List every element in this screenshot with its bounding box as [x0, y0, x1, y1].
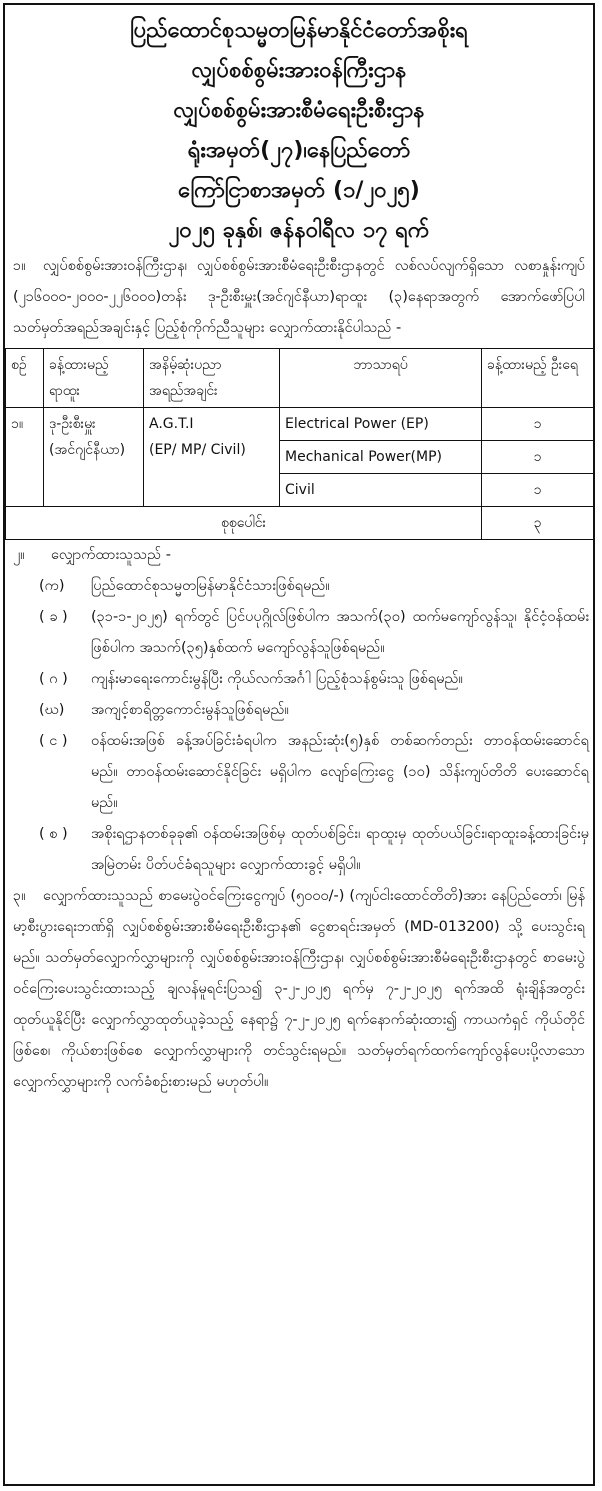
cell-count-mp: ၁: [482, 441, 594, 474]
list-item: [5, 602, 593, 664]
intro-paragraph: [5, 251, 593, 344]
header-subject: ဘာသာရပ်: [280, 349, 482, 408]
cell-subject-civil: Civil: [280, 474, 482, 507]
section2-number: ၂။: [13, 547, 25, 563]
intro-text: လျှပ်စစ်စွမ်းအားဝန်ကြီးဌာန၊ လျှပ်စစ်စွမ်းအားစီမံရေးဦးစီးဌာနတွင် လစ်လပ်လျက်ရှိသော လစာနှုန်းကျပ် (၂၁၆၀၀၀-၂၀၀၀-၂၂၆၀၀၀)တန်း ဒု-ဦးစီးမှူး(အင်ဂျင်နီယာ)ရာထူး (၃)နေရာအတွက် အောက်ဖော်ပြပါ သတ်မှတ်အရည်အချင်းနှင့် ပြည့်စုံကိုက်ညီသူများ လျှောက်ထားနိုင်ပါသည် -: [13, 258, 585, 336]
item-text: (၃၁-၁-၂၀၂၅) ရက်တွင် ပြင်ပပုဂ္ဂိုလ်ဖြစ်ပါက အသက်(၃၀) ထက်မကျော်လွန်သူ၊ နိုင်ငံ့ဝန်ထမ်းဖြစ်ပါက အသက်(၃၅)နှစ်ထက် မကျော်လွန်သူဖြစ်ရမည်။: [91, 609, 589, 656]
cell-post: [44, 408, 144, 507]
cell-count-ep: ၁: [482, 408, 594, 441]
table-header-row: [6, 349, 594, 408]
list-item: [5, 695, 593, 726]
cell-total-value: ၃: [482, 507, 594, 540]
header-qualification: အနိမ့်ဆုံးပညာ အရည်အချင်း: [144, 349, 280, 408]
section2-heading-line: [13, 540, 585, 571]
section3-number: ၃။: [13, 888, 26, 904]
header-line-date: ၂၀၂၅ ခုနှစ်၊ ဇန်နဝါရီလ ၁၇ ရက်: [168, 218, 430, 243]
cell-qualification-line2: (EP/ MP/ Civil): [149, 442, 246, 458]
item-text: ကျန်းမာရေးကောင်းမွန်ပြီး ကိုယ်လက်အင်္ဂါ ပြည့်စုံသန်စွမ်းသူ ဖြစ်ရမည်။: [91, 671, 463, 687]
item-text: ပြည်ထောင်စုသမ္မတမြန်မာနိုင်ငံသားဖြစ်ရမည်။: [91, 578, 330, 594]
header-line-notice-number: ကြော်ငြာစာအမှတ် (၁/၂၀၂၅): [178, 178, 420, 203]
list-item: [5, 819, 593, 881]
announcement-frame: [3, 3, 595, 1486]
list-item: [5, 571, 593, 602]
intro-number: ၁။: [13, 258, 26, 274]
cell-post-line2: (အင်ဂျင်နီယာ): [49, 442, 126, 458]
cell-serial: ၁။: [6, 408, 44, 507]
table-row: [6, 408, 594, 441]
item-mark: ( ခ ): [39, 609, 68, 625]
cell-qualification-line1: A.G.T.I: [149, 416, 194, 432]
cell-subject-ep: Electrical Power (EP): [280, 408, 482, 441]
header-count: ခန့်ထားမည့် ဦးရေ: [482, 349, 594, 408]
announcement-header: [5, 5, 593, 251]
item-mark: ( စ ): [39, 826, 68, 842]
header-line-government: ပြည်ထောင်စုသမ္မတမြန်မာနိုင်ငံတော်အစိုးရ: [130, 18, 468, 43]
item-mark: (ဃ): [39, 702, 65, 718]
cell-subject-mp: Mechanical Power(MP): [280, 441, 482, 474]
item-text: ဝန်ထမ်းအဖြစ် ခန့်အပ်ခြင်းခံရပါက အနည်းဆုံး(၅)နှစ် တစ်ဆက်တည်း တာဝန်ထမ်းဆောင်ရမည်။ တာဝန်ထမ်းဆောင်နိုင်ခြင်း မရှိပါက လျော်ကြေးငွေ (၁၀) သိန်းကျပ်တိတိ ပေးဆောင်ရမည်။: [91, 733, 589, 811]
section2-heading: လျှောက်ထားသူသည် -: [51, 547, 172, 563]
item-mark: (က): [39, 578, 65, 594]
section3-text: လျှောက်ထားသူသည် စာမေးပွဲဝင်ကြေးငွေကျပ် (၅၀၀၀/-) (ကျပ်ငါးထောင်တိတိ)အား နေပြည်တော်၊ မြန်မာ့စီးပွားရေးဘဏ်ရှိ လျှပ်စစ်စွမ်းအားစီမံရေးဦးစီးဌာန၏ ငွေစာရင်းအမှတ် (MD-013200) သို့ ပေးသွင်းရမည်။ သတ်မှတ်လျှောက်လွှာများကို လျှပ်စစ်စွမ်းအားဝန်ကြီးဌာန၊ လျှပ်စစ်စွမ်းအားစီမံရေးဦးစီးဌာနတွင် စာမေးပွဲဝင်ကြေးပေးသွင်းထားသည့် ချလန်မူရင်းပြသ၍ ၃-၂-၂၀၂၅ ရက်မှ ၇-၂-၂၀၂၅ ရက်အထိ ရုံးချိန်အတွင်း ထုတ်ယူနိုင်ပြီး လျှောက်လွှာထုတ်ယူခဲ့သည့် နေရာ၌ ၇-၂-၂၀၂၅ ရက်နောက်ဆုံးထား၍ ကာယကံရှင် ကိုယ်တိုင်ဖြစ်စေ၊ ကိုယ်စားဖြစ်စေ လျှောက်လွှာများကို တင်သွင်းရမည်။ သတ်မှတ်ရက်ထက်ကျော်လွန်ပေးပို့လာသော လျှောက်လွှာများကို လက်ခံစဉ်းစားမည် မဟုတ်ပါ။: [13, 888, 585, 1090]
list-item: [5, 664, 593, 695]
cell-qualification: [144, 408, 280, 507]
item-text: အကျင့်စာရိတ္တကောင်းမွန်သူဖြစ်ရမည်။: [91, 702, 289, 718]
cell-post-line1: ဒု-ဦးစီးမှူး: [49, 416, 96, 432]
header-line-department: လျှပ်စစ်စွမ်းအားစီမံရေးဦးစီးဌာန: [173, 98, 425, 123]
section-application-procedure: [5, 881, 593, 1098]
table-total-row: [6, 507, 594, 540]
list-item: [5, 726, 593, 819]
vacancy-table: [5, 348, 594, 540]
cell-count-civil: ၁: [482, 474, 594, 507]
header-serial: စဉ်: [6, 349, 44, 408]
eligibility-list: [5, 571, 593, 881]
section-eligibility: [5, 540, 593, 571]
item-mark: ( င ): [39, 733, 68, 749]
header-line-ministry: လျှပ်စစ်စွမ်းအားဝန်ကြီးဌာန: [191, 58, 407, 83]
item-mark: ( ဂ ): [39, 671, 68, 687]
header-post: ခန့်ထားမည့် ရာထူး: [44, 349, 144, 408]
cell-total-label: စုစုပေါင်း: [6, 507, 482, 540]
item-text: အစိုးရဌာနတစ်ခုခု၏ ဝန်ထမ်းအဖြစ်မှ ထုတ်ပစ်ခြင်း၊ ရာထူးမှ ထုတ်ပယ်ခြင်း၊ရာထူးခန့်ထားခြင်းမှ အမြဲတမ်း ပိတ်ပင်ခံရသူများ လျှောက်ထားခွင့် မရှိပါ။: [91, 826, 589, 873]
header-line-office: ရုံးအမှတ်(၂၇)၊နေပြည်တော်: [187, 138, 411, 163]
